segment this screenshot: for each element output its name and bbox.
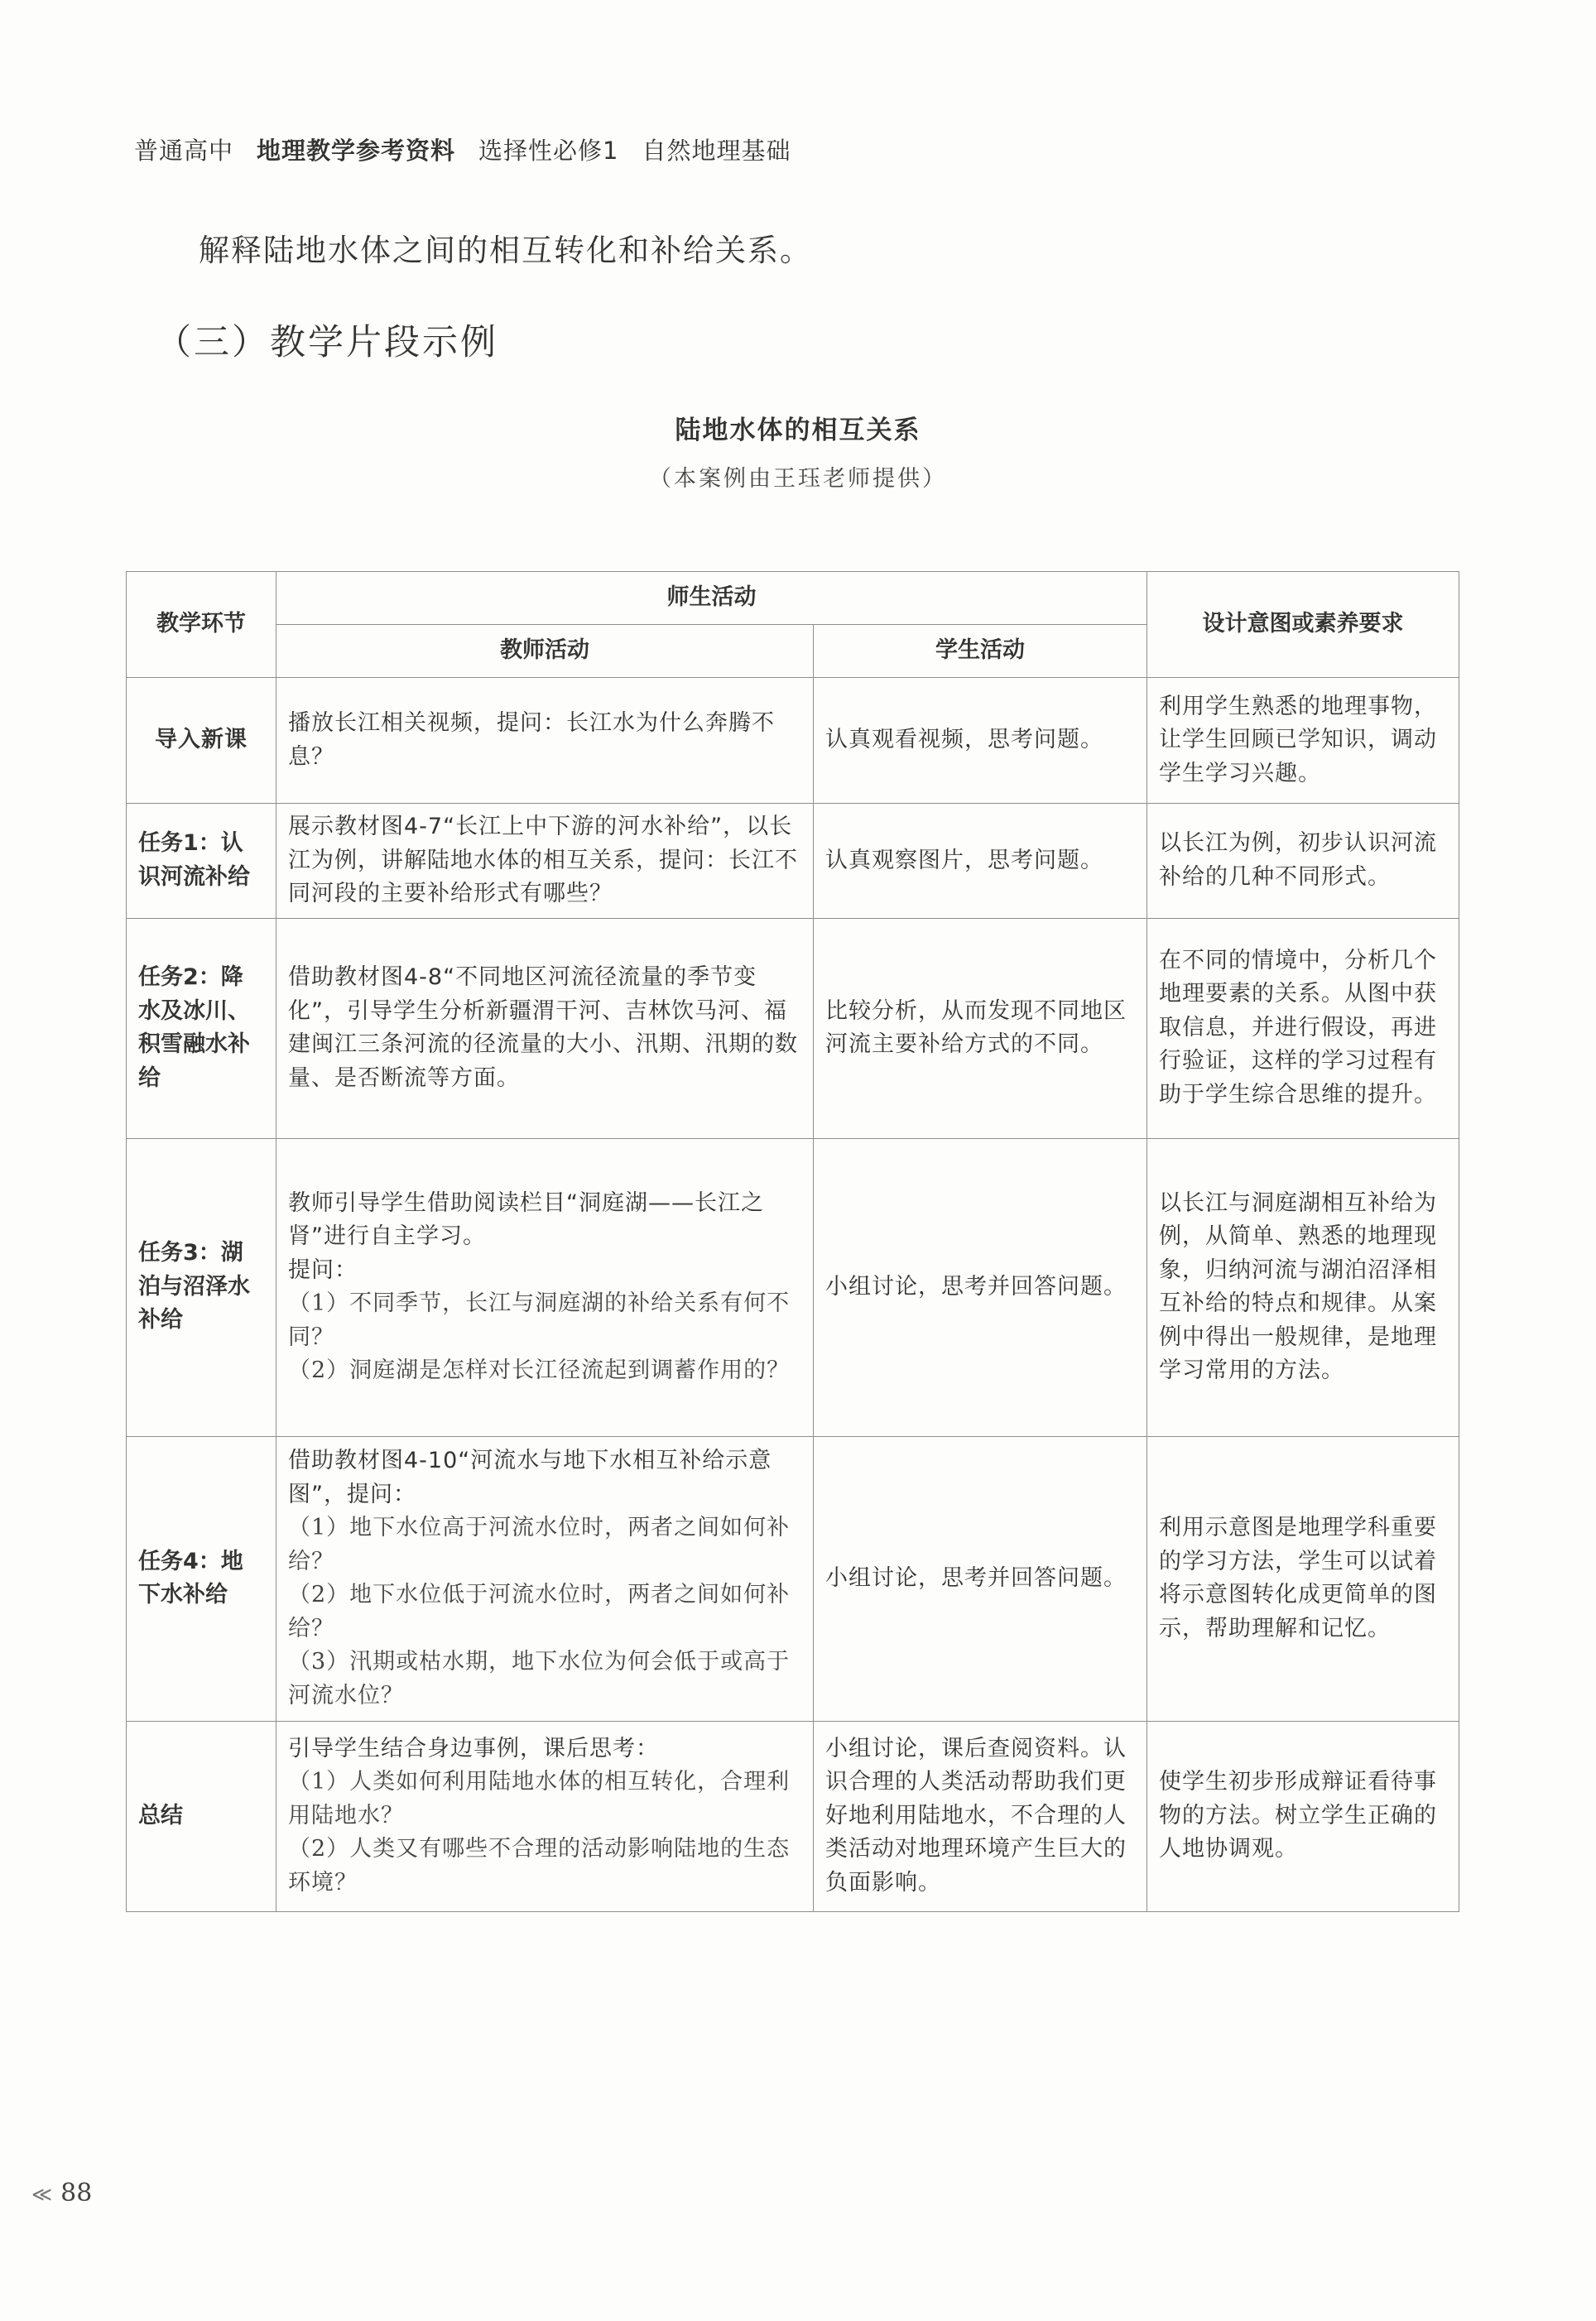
teacher-line: 播放长江相关视频，提问：长江水为什么奔腾不息？	[288, 710, 775, 770]
table-row	[127, 678, 1459, 804]
table-row	[127, 1138, 1459, 1436]
student-activity-cell: 认真观看视频，思考问题。	[814, 678, 1147, 804]
page-number	[31, 2179, 92, 2208]
header-teacher: 教师活动	[276, 625, 814, 678]
teacher-line: 提问：	[288, 1257, 358, 1283]
design-cell: 使学生初步形成辩证看待事物的方法。树立学生正确的人地协调观。	[1147, 1721, 1459, 1911]
student-activity-cell: 小组讨论，思考并回答问题。	[814, 1138, 1147, 1436]
stage-cell: 总结	[127, 1721, 276, 1911]
teacher-line: 借助教材图4-10“河流水与地下水相互补给示意图”，提问：	[288, 1448, 772, 1507]
header-book: 地理教学参考资料	[257, 137, 456, 165]
stage-cell: 任务2：降水及冰川、积雪融水补给	[127, 918, 276, 1138]
section-title: （三）教学片段示例	[156, 322, 498, 363]
header-series: 普通高中	[134, 137, 234, 165]
case-title: 陆地水体的相互关系	[675, 416, 921, 445]
header-stage: 教学环节	[127, 572, 276, 678]
teacher-activity-cell	[276, 1138, 814, 1436]
teacher-activity-cell	[276, 1436, 814, 1721]
design-cell: 利用学生熟悉的地理事物，让学生回顾已学知识，调动学生学习兴趣。	[1147, 678, 1459, 804]
page-arrow-icon: ≪	[31, 2183, 53, 2206]
table-row	[127, 918, 1459, 1138]
design-cell: 在不同的情境中，分析几个地理要素的关系。从图中获取信息，并进行假设，再进行验证，这样的学习过程有助于学生综合思维的提升。	[1147, 918, 1459, 1138]
teacher-question: （3）汛期或枯水期，地下水位为何会低于或高于河流水位？	[288, 1649, 791, 1708]
student-activity-cell: 小组讨论，思考并回答问题。	[814, 1436, 1147, 1721]
running-header	[134, 132, 815, 166]
table-row	[127, 1436, 1459, 1721]
student-activity-cell: 认真观察图片，思考问题。	[814, 804, 1147, 919]
header-activities: 师生活动	[276, 572, 1147, 625]
design-cell: 利用示意图是地理学科重要的学习方法，学生可以试着将示意图转化成更简单的图示，帮助理解和记忆。	[1147, 1436, 1459, 1721]
teacher-activity-cell	[276, 678, 814, 804]
teacher-activity-cell	[276, 804, 814, 919]
intro-paragraph: 解释陆地水体之间的相互转化和补给关系。	[199, 233, 812, 268]
design-cell: 以长江与洞庭湖相互补给为例，从简单、熟悉的地理现象，归纳河流与湖泊沼泽相互补给的特点和规律。从案例中得出一般规律，是地理学习常用的方法。	[1147, 1138, 1459, 1436]
teacher-activity-cell	[276, 918, 814, 1138]
header-student: 学生活动	[814, 625, 1147, 678]
student-activity-cell: 比较分析，从而发现不同地区河流主要补给方式的不同。	[814, 918, 1147, 1138]
design-cell: 以长江为例，初步认识河流补给的几种不同形式。	[1147, 804, 1459, 919]
teaching-table	[126, 571, 1459, 1912]
teacher-line: 借助教材图4-8“不同地区河流径流量的季节变化”，引导学生分析新疆渭干河、吉林饮马河、福建闽江三条河流的径流量的大小、汛期、汛期的数量、是否断流等方面。	[288, 964, 798, 1091]
stage-cell: 任务4：地下水补给	[127, 1436, 276, 1721]
stage-cell: 任务3：湖泊与沼泽水补给	[127, 1138, 276, 1436]
teacher-line: 展示教材图4-7“长江上中下游的河水补给”，以长江为例，讲解陆地水体的相互关系，提问：长江不同河段的主要补给形式有哪些？	[288, 814, 798, 906]
student-activity-cell: 小组讨论，课后查阅资料。认识合理的人类活动帮助我们更好地利用陆地水，不合理的人类活动对地理环境产生巨大的负面影响。	[814, 1721, 1147, 1911]
stage-cell: 导入新课	[127, 678, 276, 804]
teacher-activity-cell	[276, 1721, 814, 1911]
table-row	[127, 1721, 1459, 1911]
teacher-question: （1）地下水位高于河流水位时，两者之间如何补给？	[288, 1515, 791, 1574]
page-number-value: 88	[60, 2179, 93, 2208]
header-design: 设计意图或素养要求	[1147, 572, 1459, 678]
teacher-question: （2）人类又有哪些不合理的活动影响陆地的生态环境？	[288, 1836, 791, 1896]
teacher-line: 教师引导学生借助阅读栏目“洞庭湖——长江之肾”进行自主学习。	[288, 1189, 764, 1249]
case-subtitle: （本案例由王珏老师提供）	[649, 466, 947, 492]
teacher-question: （1）不同季节，长江与洞庭湖的补给关系有何不同？	[288, 1290, 791, 1350]
header-subject: 自然地理基础	[642, 137, 791, 165]
table-row	[127, 804, 1459, 919]
stage-cell: 任务1：认识河流补给	[127, 804, 276, 919]
teacher-question: （2）洞庭湖是怎样对长江径流起到调蓄作用的？	[288, 1358, 791, 1383]
teacher-question: （2）地下水位低于河流水位时，两者之间如何补给？	[288, 1582, 791, 1641]
teacher-line: 引导学生结合身边事例，课后思考：	[288, 1735, 659, 1761]
teacher-question: （1）人类如何利用陆地水体的相互转化，合理利用陆地水？	[288, 1769, 791, 1828]
header-volume: 选择性必修1	[478, 137, 619, 165]
